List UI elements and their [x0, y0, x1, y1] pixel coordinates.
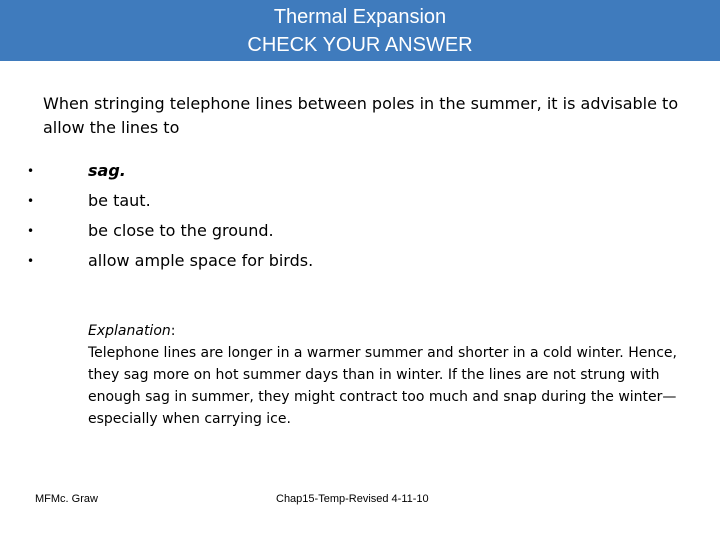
explanation-colon: :	[170, 323, 176, 339]
explanation-heading: Explanation	[88, 323, 171, 339]
bullet-icon: •	[27, 224, 35, 238]
explanation-block	[88, 320, 688, 430]
footer-author: MFMc. Graw	[35, 493, 98, 505]
explanation-heading-line	[88, 320, 688, 342]
footer-file-label: Chap15-Temp-Revised 4-11-10	[276, 493, 429, 505]
slide-title: Thermal Expansion	[273, 6, 447, 28]
slide-subtitle: CHECK YOUR ANSWER	[247, 34, 473, 56]
answer-option-text: allow ample space for birds.	[88, 251, 314, 270]
answer-option-text-correct: sag.	[88, 161, 126, 180]
slide-header	[0, 0, 720, 61]
bullet-icon: •	[27, 164, 35, 178]
answer-option-text: be taut.	[88, 191, 151, 210]
question-text: When stringing telephone lines between poles in the summer, it is advisable to allow the lines to	[43, 94, 679, 137]
bullet-icon: •	[27, 194, 35, 208]
bullet-icon: •	[27, 254, 35, 268]
answer-option-text: be close to the ground.	[88, 221, 274, 240]
explanation-body: Telephone lines are longer in a warmer summer and shorter in a cold winter. Hence, they sag more on hot summer days than in winter. If the lines are not strung with enough sag in summer, they might contract too much and snap during the winter—especially when carrying ice.	[88, 345, 677, 427]
